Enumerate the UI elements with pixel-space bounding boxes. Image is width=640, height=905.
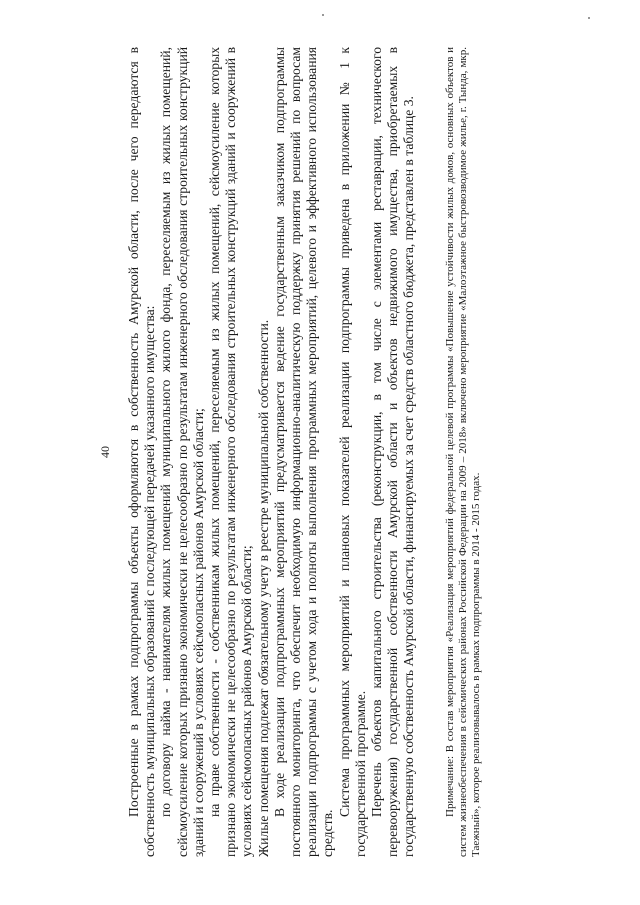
body-text bbox=[126, 47, 483, 857]
paragraph: на праве собственности - собственникам жилых помещений, переселяемым из жилых помещений, сейсмоусиление которых признано экономически не целесообразно по результатам инженерного обследования строительных конструкций зданий и сооружений в условиях сейсмоопасных районов Амурской области; bbox=[207, 47, 255, 857]
scan-speck bbox=[322, 14, 324, 16]
paragraph: Жилые помещения подлежат обязательному учету в реестре муниципальной собственности. bbox=[255, 319, 271, 857]
paragraph: Перечень объектов капитального строительства (реконструкции, в том числе с элементами реставрации, технического перевооружения) государственной собственности Амурской области и объектов недвижимого имущества, приобретаемых в государственную собственность Амурской области, финансируемых за счет средств областного бюджета, представлен в таблице 3. bbox=[369, 47, 417, 857]
paragraph: Система программных мероприятий и плановых показателей реализации подпрограммы приведена в приложении № 1 к государственной программе. bbox=[336, 47, 368, 857]
scan-speck bbox=[588, 17, 590, 19]
paragraph: по договору найма - нанимателям жилых помещений муниципального жилого фонда, переселяемым из жилых помещений, сейсмоусиление которых признано экономически не целесообразно по результатам инженерного обследования строительных конструкций зданий и сооружений в условиях сейсмоопасных районов Амурской области; bbox=[158, 47, 206, 857]
paragraph: Построенные в рамках подпрограммы объекты оформляются в собственность Амурской области, после чего передаются в собственность муниципальных образований с последующей передачей указанного имущества: bbox=[126, 47, 158, 857]
rotated-content bbox=[90, 47, 550, 857]
paragraph: В ходе реализации подпрограммных мероприятий предусматривается ведение государственным заказчиком подпрограммы постоянного мониторинга, что обеспечит необходимую информационно-аналитическую поддержку принятия решений по вопросам реализации подпрограммы с учетом хода и полноты выполнения программных мероприятий, целевого и эффективного использования средств. bbox=[271, 47, 336, 857]
page-number: 40 bbox=[98, 446, 112, 458]
footnote: Примечание: В состав мероприятия «Реализация мероприятий федеральной целевой программы «Повышение устойчивости жилых домов, основных объектов и систем жизнеобеспечения в сейсмических районах Российской Федерации на 2009 – 2018» включено мероприятие «Малоэтажное быстровозводимое жилье, г. Тында, мкр. Таежный», которое реализовывалось в рамках подпрограммы в 2014 - 2015 годах. bbox=[443, 47, 482, 857]
